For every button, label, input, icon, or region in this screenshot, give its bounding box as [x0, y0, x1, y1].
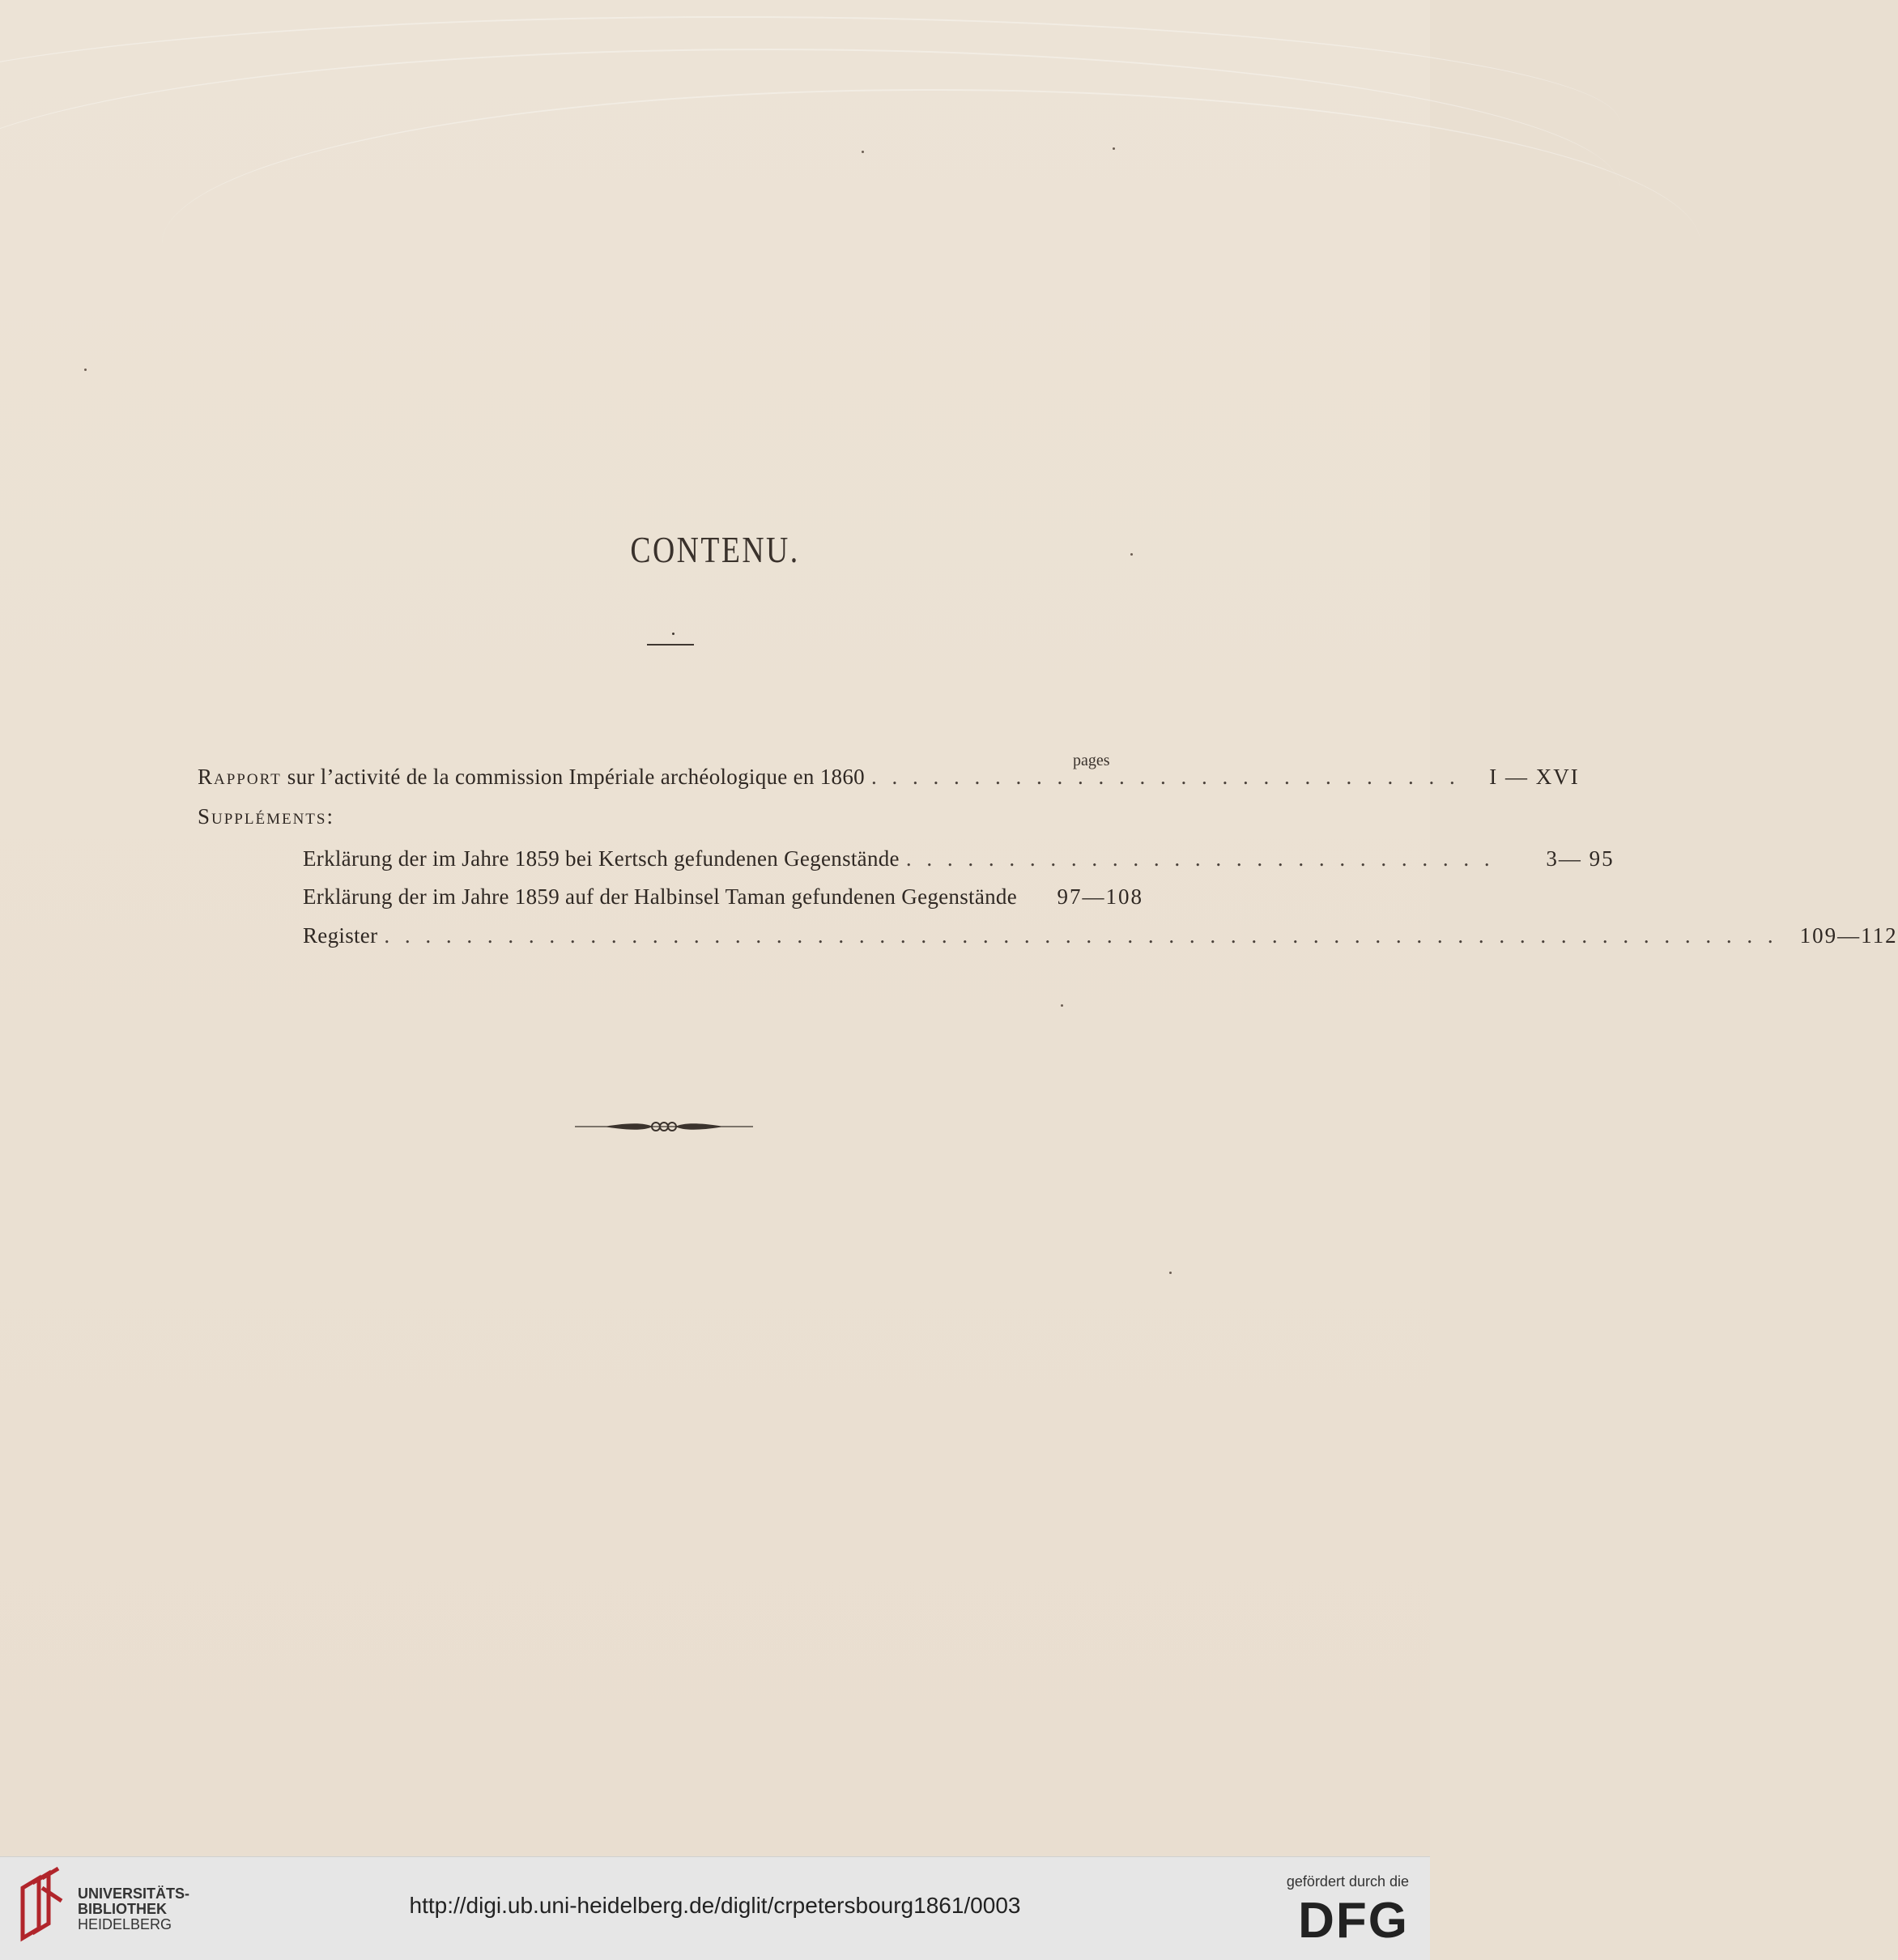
toc-entry-kertsch — [303, 846, 1615, 871]
toc-entry-label: Suppléments: — [198, 804, 334, 829]
page-title: CONTENU. — [630, 529, 800, 570]
title-rule — [647, 644, 694, 646]
toc-entry-pages: I — XVI — [1489, 765, 1580, 789]
toc-entry-supplements — [198, 804, 683, 829]
toc-entry-pages: 109—112 — [1799, 923, 1898, 948]
paper-speck — [862, 151, 864, 153]
title-dot — [672, 633, 675, 635]
toc-entry-taman — [303, 884, 1144, 910]
paper-speck — [1169, 1272, 1172, 1274]
library-name: UNIVERSITÄTS- BIBLIOTHEK HEIDELBERG — [78, 1885, 190, 1932]
sponsor-label: gefördert durch die — [1286, 1873, 1409, 1890]
ornament-divider — [572, 1116, 756, 1137]
permalink-url[interactable]: http://digi.ub.uni-heidelberg.de/diglit/crpetersbourg1861/0003 — [409, 1893, 1021, 1918]
toc-entry-rapport — [198, 765, 1580, 790]
toc-entry-pages: 3— 95 — [1546, 846, 1615, 871]
paper-fold — [0, 16, 1619, 228]
pages-column-heading: pages — [1073, 752, 1110, 769]
toc-entry-register — [303, 923, 1898, 948]
paper-speck — [1061, 1004, 1063, 1007]
dfg-logo: DFG — [1298, 1893, 1409, 1949]
paper-speck — [1113, 147, 1115, 150]
toc-entry-pages: 97—108 — [1057, 884, 1144, 909]
paper-speck — [84, 369, 87, 371]
paper-fold — [162, 89, 1700, 398]
toc-entry-label: Register — [303, 923, 378, 948]
toc-entry-label: Rapport sur l’activité de la commission Impériale archéologique en 1860 — [198, 765, 865, 789]
paper-fold — [0, 49, 1619, 326]
toc-entry-label: Erklärung der im Jahre 1859 bei Kertsch gefundenen Gegenstände — [303, 846, 900, 871]
leader-dots: . . . . . . . . . . . . . . . . . . . . . . . . . . . . . — [905, 846, 1495, 871]
toc-entry-label: Erklärung der im Jahre 1859 auf der Halbinsel Taman gefundenen Gegenstände — [303, 884, 1018, 909]
digitization-footer — [0, 1856, 1430, 1960]
leader-dots: . . . . . . . . . . . . . . . . . . . . . . . . . . . . . — [870, 765, 1460, 789]
leader-dots: . . . . . . . . . . . . . . . . . . . . . . . . . . . . . . . . . . . . . . . . . . . . . . . . . . . . . . . . . . . . . . . . . . . . — [384, 923, 1778, 948]
